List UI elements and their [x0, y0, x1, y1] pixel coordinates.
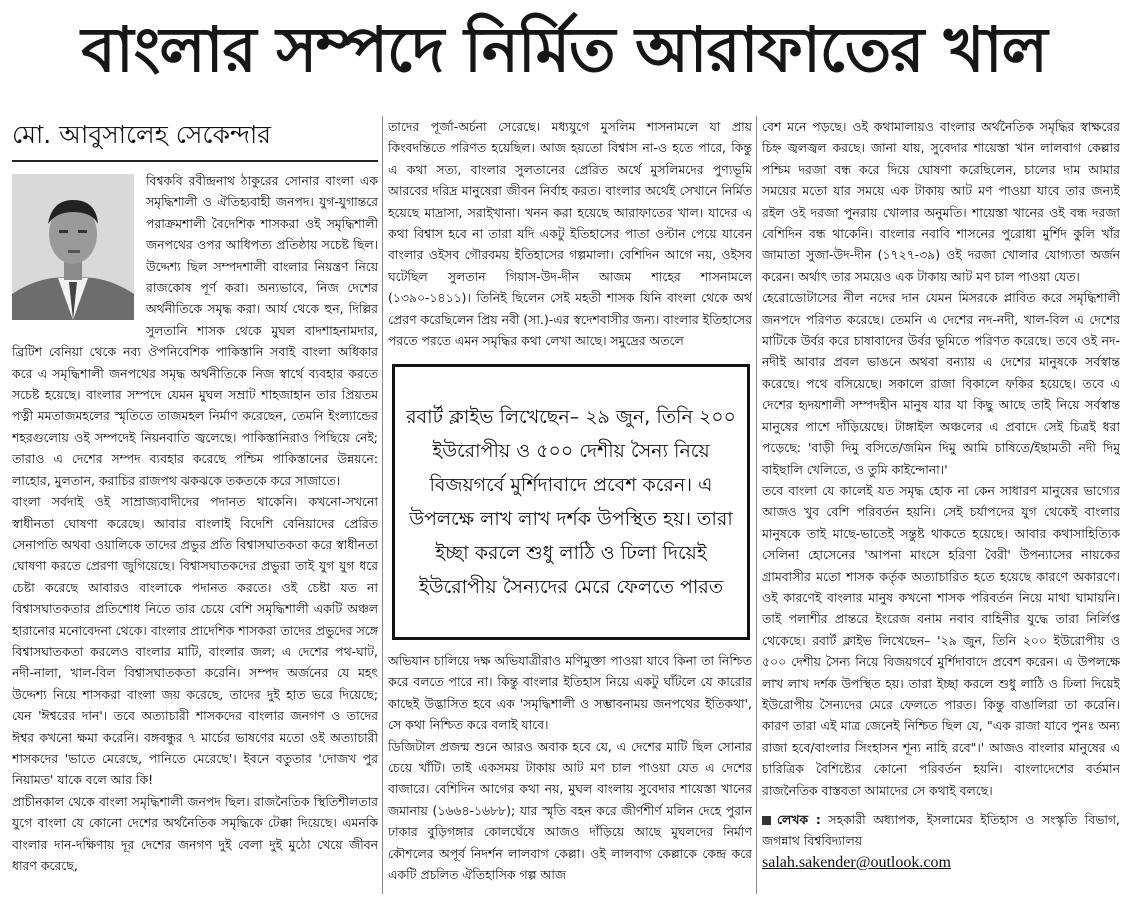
paragraph: অভিযান চালিয়ে দক্ষ অভিযাত্রীরাও মণিমুক্তা পাওয়া যাবে কিনা তা নিশ্চিত করে বলতে পারে না। কিন্তু বাংলার ইতিহাস নিয়ে একটু ঘাঁটলে যে কারোর কাছেই উদ্ভাসিত হবে এক 'সমৃদ্ধিশালী ও সম্ভাবনাময় জনপথের ইতিকথা', সে কথা নিশ্চিত করে বলাই যাবে। [388, 653, 752, 733]
author-note [762, 809, 1120, 873]
article-column-1 [12, 170, 378, 894]
paragraph: বেশ মনে পড়ছে। ওই কথামালায়ও বাংলার অর্থনৈতিক সমৃদ্ধির স্বাক্ষরের চিহ্ন জ্বলজ্বল করছে। জানা যায়, সুবেদার শায়েস্তা খান লালবাগ কেল্লার পশ্চিম দরজা বন্ধ করে দিয়ে ঘোষণা করেছিলেন, চালের দাম আমার সময়ের মতো যার সময়ে এক টাকায় আট মণ পাওয়া যাবে তার জন্যই রইল ওই দরজা পুনরায় খোলার অনুমতি। শায়েস্তা খানের ওই বন্ধ দরজা বেশিদিন বন্ধ থাকেনি। বাংলার নবাবি শাসনের পুরোধা মুর্শিদ কুলি খাঁর জামাতা সুজা-উদ-দীন (১৭২৭-৩৯) ওই দরজা খোলার যোগ্যতা অর্জন করেন। অর্থাৎ তার সময়েও এক টাকায় আট মণ চাল পাওয়া যেত। [762, 119, 1120, 284]
author-email-link[interactable]: salah.sakender@outlook.com [762, 853, 951, 871]
author-photo [12, 174, 134, 320]
square-bullet-icon [762, 816, 771, 825]
paragraph: বাংলা সর্বদাই ওই সাম্রাজ্যবাদীদের পদানত থাকেনি। কখনো-সখনো স্বাধীনতা ঘোষণা করেছে। আবার বাংলাই বিদেশি বেনিয়াদের প্রেরিত সেনাপতি অথবা ওয়ালিকে তাদের প্রভুর প্রতি বিশ্বাসঘাতকতা করে স্বাধীনতা ঘোষণা করতে প্রেরণা জুগিয়েছে। বিশ্বাসঘাতকদের প্রভুরা তাই যুগ যুগ ধরে চেষ্টা করেছে আবারও বাংলাকে পদানত করতে। ওই চেষ্টা যত না বিশ্বাসঘাতকতার প্রতিশোধ নিতে তার চেয়ে বেশি সমৃদ্ধিশালী একটি অঞ্চল হারানোর মনোবেদনা থেকে। বাংলার প্রাদেশিক শাসকরা তাদের প্রভুদের সঙ্গে বিশ্বাসঘাতকতা করলেও বাংলার মাটি, বাংলার জল; এ দেশের পথ-ঘাট, নদী-নালা, খাল-বিল বিশ্বাসঘাতকতা করেনি। সম্পদ অর্জনের যে মহৎ উদ্দেশ্য নিয়ে শাসকরা বাংলা জয় করেছে, তাদের দুই হাত ভরে দিয়েছে; যেন 'ঈশ্বরের দান'। তবে অত্যাচারী শাসকদের বাংলার জনগণ ও তাদের ঈশ্বর কখনো ক্ষমা করেনি। বঙ্গবন্ধুর ৭ মার্চের ভাষণের মতো ওই অত্যাচারী শাসকদের 'ভাতে মেরেছে, পানিতে মেরেছে'। ইবনে বতুতার 'দোজখ পুর নিয়ামত' যাকে বলে আর কি! [12, 494, 378, 788]
author-label: লেখক : [777, 812, 821, 827]
author-description: সহকারী অধ্যাপক, ইসলামের ইতিহাস ও সংস্কৃতি বিভাগ, জগন্নাথ বিশ্ববিদ্যালয় [762, 812, 1120, 849]
paragraph: হেরোডোটাসের নীল নদের দান যেমন মিসরকে প্লাবিত করে সমৃদ্ধিশালী জনপদে পরিণত করেছে। তেমনি এ দেশের নদ-নদী, খাল-বিল এ দেশের মাটিকে উর্বর করে চাষাবাদের উর্বর ভূমিতে পরিণত করেছে। তবে ওই নদ-নদীই আবার প্রবল ভাঙনে অথবা বন্যায় এ দেশের মানুষকে সর্বস্বান্ত করেছে। পথে বসিয়েছে। সকালে রাজা বিকালে ফকির হয়েছে। তবে এ দেশের হৃদয়শালী সম্পদহীন মানুষ যার যা কিছু আছে তাই নিয়ে সর্বস্বান্ত মানুষের পাশে দাঁড়িয়েছে। টাঙ্গাইল অঞ্চলের এ প্রবাদে সেই চিত্রই ধরা পড়েছে: 'বাড়ী দিমু বসিতে/জমিন দিমু আমি চাষিতে/ইছামতী নদী দিমু বাইছালি খেলিতে, ও তুমি কাইন্দোনা।' [762, 290, 1120, 477]
paragraph: তাদের পূর্জা-অর্চনা সেরেছে। মধ্যযুগে মুসলিম শাসনামলে যা প্রায় কিংবদন্তিতে পরিণত হয়েছিল। আজ হয়তো বিশ্বাস না-ও হতে পারে, কিন্তু এ কথা সত্য, বাংলার সুলতানের প্রেরিত অর্থে মুসলিমদের পুণ্যভূমি আরবের দরিদ্র মানুষেরা জীবন নির্বাহ করত। বাংলার অর্থেই সেখানে নির্মিত হয়েছে মাদ্রাসা, সরাইখানা। খনন করা হয়েছে আরাফাতের খাল। যাদের এ কথা বিশ্বাস হবে না তারা যদি একটু ইতিহাসের পাতা ওল্টান পেয়ে যাবেন বাংলার ওইসব গৌরবময় ইতিহাসের গল্পমালা। বেশিদিন আগে নয়, ওইসব ঘটেছিল সুলতান গিয়াস-উদ-দীন আজম শাহের শাসনামলে (১৩৯০-১৪১১)। তিনিই ছিলেন সেই মহতী শাসক যিনি বাংলা থেকে অর্থ প্রেরণ করেছিলেন প্রিয় নবী (সা.)-এর স্বদেশবাসীর জন্য। বাংলার ইতিহাসের পরতে পরতে এমন সমৃদ্ধির কথা লেখা আছে। সমুদ্রের অতলে [388, 119, 752, 349]
article-column-3 [762, 116, 1120, 894]
column-divider [756, 116, 757, 894]
pullquote-text: রবার্ট ক্লাইভ লিখেছেন– ২৯ জুন, তিনি ২০০ ইউরোপীয় ও ৫০০ দেশীয় সৈন্য নিয়ে বিজয়গর্বে মুর্শিদাবাদে প্রবেশ করেন। এ উপলক্ষে লাখ লাখ দর্শক উপস্থিত হয়। তারা ইচ্ছা করলে শুধু লাঠি ও ঢিলা দিয়েই ইউরোপীয় সৈন্যদের মেরে ফেলতে পারত [406, 406, 736, 598]
pullquote-box [392, 364, 750, 640]
article-headline: বাংলার সম্পদে নির্মিত আরাফাতের খাল [81, 12, 1047, 86]
paragraph: ডিজিটাল প্রজন্ম শুনে আরও অবাক হবে যে, এ দেশের মাটি ছিল সোনার চেয়ে খাঁটি। তাই একসময় টাকায় আট মণ চাল পাওয়া যেত এ দেশের বাজারে। বেশিদিন আগের কথা নয়, মুঘল বাংলায় সুবেদার শায়েস্তা খানের জমানায় (১৬৬৪-১৬৮৮); যার স্মৃতি বহন করে জীর্ণশীর্ণ মলিন দেহে পুরান ঢাকার বুড়িগঙ্গার কোলঘেঁষে আজও দাঁড়িয়ে আছে মুঘলদের নির্মাণ কৌশলের অপূর্ব নিদর্শন লালবাগ কেল্লা। ওই লালবাগ কেল্লাকে কেন্দ্র করে একটি প্রচলিত ঐতিহাসিক গল্প আজ [388, 738, 752, 883]
byline-divider [12, 160, 378, 162]
article-byline: মো. আবুসালেহ সেকেন্দার [12, 120, 272, 149]
paragraph: বিশ্বকবি রবীন্দ্রনাথ ঠাকুরের সোনার বাংলা এক সমৃদ্ধিশালী ও ঐতিহ্যবাহী জনপদ। যুগ-যুগান্তরে পরাক্রমশালী বৈদেশিক শাসকরা ওই সমৃদ্ধিশালী জনপথের ওপর আধিপত্য প্রতিষ্ঠায় সচেষ্ট ছিল। উদ্দেশ্য ছিল সম্পদশালী বাংলার নিয়ন্ত্রণ নিয়ে রাজকোষ পূর্ণ করা। অন্যভাবে, নিজ দেশের অর্থনীতিকে সমৃদ্ধ করা। আর্য থেকে হুন, দিল্লির সুলতানি শাসক থেকে মুঘল বাদশাহনামদার, ব্রিটিশ বেনিয়া থেকে নব্য ঔপনিবেশিক পাকিস্তানি সবাই বাংলা অধিকার করে এ সমৃদ্ধিশালী জনপথের সমৃদ্ধ অর্থনীতিকে নিজ স্বার্থে ব্যবহার করতে সচেষ্ট হয়েছে। বাংলার সম্পদে যেমন মুঘল সম্রাট শাহজাহান তার প্রিয়তম পত্নী মমতাজমহলের স্মৃতিতে তাজমহল নির্মাণ করেছেন, তেমনি ইংল্যান্ডের শহরগুলোয় ওই সম্পদেই নিয়নবাতি জ্বলেছে। পাকিস্তানিরাও পিছিয়ে নেই; তারাও এ দেশের সম্পদ ব্যবহার করেছে পশ্চিম পাকিস্তানের উন্নয়নে: লাহোর, মুলতান, করাচির রাজপথ ঝকঝকে তকতকে করে সাজাতে। [12, 173, 378, 488]
paragraph: তবে বাংলা যে কালেই যত সমৃদ্ধ হোক না কেন সাধারণ মানুষের ভাগ্যের আজও খুব বেশি পরিবর্তন হয়নি। সেই চর্যাপদের যুগ থেকেই বাংলার মানুষকে তাই মাছে-ভাতেই সন্তুষ্ট থাকতে হয়েছে। আবার কথাসাহিত্যিক সেলিনা হোসেনের 'আপনা মাংসে হরিণা বৈরী' উপন্যাসের নায়কের গ্রামবাসীর মতো শাসক কর্তৃক অত্যাচারিত হতে হয়েছে কারণে অকারণে। ওই কারণেই বাংলার মানুষ কখনো শাসক পরিবর্তন নিয়ে মাথা ঘামায়নি। তাই পলাশীর প্রান্তরে ইংরেজ বনাম নবাব বাহিনীর যুদ্ধে তারা নির্লিপ্ত থেকেছে। রবার্ট ক্লাইভ লিখেছেন– '২৯ জুন, তিনি ২০০ ইউরোপীয় ও ৫০০ দেশীয় সৈন্য নিয়ে বিজয়গর্বে মুর্শিদাবাদে প্রবেশ করেন। এ উপলক্ষে লাখ লাখ দর্শক উপস্থিত হয়। তারা ইচ্ছা করলে শুধু লাঠি ও ঢিলা দিয়েই ইউরোপীয় সৈন্যদের মেরে ফেলতে পারত। কিন্তু বাঙালিরা তা করেনি। কারণ তারা এই মাত্র জেনেই নিশ্চিত ছিল যে, "এক রাজা যাবে পুনঃ অন্য রাজা হবে/বাংলার সিংহাসন শূন্য নাহি রবে"।' আজও বাংলার মানুষের এ চারিত্রিক বৈশিষ্ট্যের কোনো পরিবর্তন হয়নি। বাংলাদেশের বর্তমান রাজনৈতিক বাস্তবতা আমাদের সে কথাই বলছে। [762, 482, 1120, 798]
column-divider [382, 116, 383, 894]
paragraph: প্রাচীনকাল থেকে বাংলা সমৃদ্ধিশালী জনপদ ছিল। রাজনৈতিক স্থিতিশীলতার যুগে বাংলা যে কোনো দেশের অর্থনৈতিক সমৃদ্ধিকে টেক্কা দিয়েছে। এমনকি বাংলার দান-দক্ষিণায় দূর দেশের জনগণ দুই বেলা দুই মুঠো খেয়ে জীবন ধারণ করেছে, [12, 793, 378, 873]
